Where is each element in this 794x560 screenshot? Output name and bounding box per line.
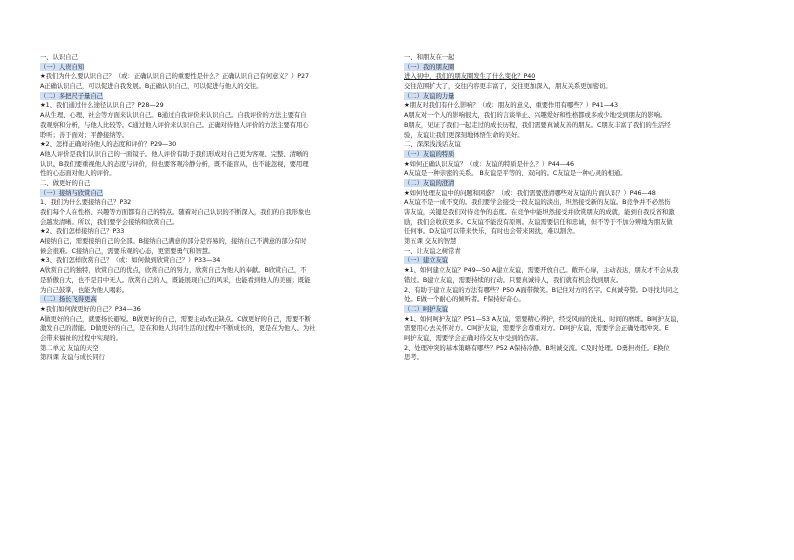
right-text-line [404, 218, 759, 228]
section-heading: （一）接纳与欣赏自己 [40, 188, 103, 197]
line-text: 为自己鼓掌，也能为他人喝彩。 [40, 285, 129, 294]
left-text-line [40, 72, 386, 82]
line-text: 二、做更好的自己 [40, 178, 91, 187]
line-text: 二、深深浅浅话友谊 [404, 140, 461, 149]
line-text: 我观察和分析，与他人比较等。C通过他人评价来认识自己。正确对待他人评价的方法主要有用心 [40, 120, 309, 129]
right-text-line [404, 198, 759, 208]
line-text: ★我们如何做更好的自己？P34—36 [40, 304, 141, 313]
left-text-line [40, 101, 386, 111]
line-text: 害友谊，关键是我们对待竞争的态度。在竞争中能坦然接受并欣赏朋友的成就，能到自我反省和激 [404, 208, 675, 216]
line-text: ★3、我们怎样欣赏自己？（或：如何做到欣赏自己？）P33—34 [40, 256, 221, 265]
right-text-line [404, 286, 759, 296]
right-text-line [404, 237, 759, 247]
right-text-line [404, 101, 759, 111]
line-text: ★1、我们通过什么途径认识自己？P28—29 [40, 101, 164, 110]
left-text-line [40, 247, 386, 257]
right-text-line [404, 266, 759, 276]
line-text: 励，我们会收获更多。C友谊不能没有原则。友谊需要信任和忠诚，但不等于不加分辨地为朋友做 [404, 217, 673, 226]
section-heading: （一）友谊的特质 [404, 149, 455, 158]
line-text: 一、让友谊之树常青 [404, 246, 461, 255]
right-text-line [404, 169, 759, 179]
left-text-line [40, 160, 386, 170]
section-heading: （一）人贵自知 [40, 62, 85, 71]
right-text-line [404, 92, 759, 102]
line-text: 2、处理冲突的基本策略有哪些？P52 A保持冷静。B坦诚交流。C及时处理。D勇担责任。E换位 [404, 343, 670, 352]
left-text-line [40, 227, 386, 237]
line-text: 验，友谊让我们更深刻地体悟生命的美好。 [404, 130, 524, 139]
right-text-line [404, 131, 759, 141]
left-text-line [40, 63, 386, 73]
line-text: B朋友，见证了我们一起走过的成长历程，我们需要真诚友善的朋友。C朋友丰富了我们的生活经 [404, 120, 671, 129]
line-text: ★我们为什么要认识自己？（或：正确认识自己的重要性是什么？正确认识自己有何意义？）P27 [40, 72, 309, 81]
left-text-line [40, 111, 386, 121]
line-text: 思考。 [404, 353, 423, 362]
line-text: ★朋友对我们有什么影响？（或：朋友的意义、重要作用有哪些？）P41—43 [404, 101, 618, 110]
line-text: 第四课 友谊与成长同行 [40, 353, 105, 362]
left-text-line [40, 82, 386, 92]
line-text: 激发自己的潜能。D做更好的自己，是在和他人共同生活的过程中不断成长的，更是在为他人、为社 [40, 324, 316, 333]
line-text: 进入初中，我们的朋友圈发生了什么变化？P40 [404, 72, 536, 81]
left-text-line [40, 131, 386, 141]
line-text: 一、和朋友在一起 [404, 53, 455, 61]
left-text-line [40, 344, 386, 354]
right-text-line [404, 247, 759, 257]
left-text-line [40, 334, 386, 344]
right-text-line [404, 344, 759, 354]
line-text: A朋友对一个人的影响很大，我们的言谈举止、兴趣爱好和性格都或多或少地受到朋友的影响。 [404, 111, 667, 120]
right-text-line [404, 353, 759, 363]
right-text-line [404, 208, 759, 218]
left-text-line [40, 353, 386, 363]
line-text: 呵护友谊，需要学会正确对待交友中受到的伤害。 [404, 333, 543, 342]
line-text: ★2、我们怎样接纳自己？P33 [40, 227, 125, 236]
left-text-line [40, 121, 386, 131]
right-text-line [404, 121, 759, 131]
right-text-line [404, 111, 759, 121]
left-text-line [40, 218, 386, 228]
right-text-line [404, 256, 759, 266]
line-text: A接纳自己，需要接纳自己的全部。B接纳自己满意的部分是容易的，接纳自己不满意的部分有时 [40, 237, 307, 246]
left-text-line [40, 150, 386, 160]
left-text-line [40, 208, 386, 218]
left-text-line [40, 286, 386, 296]
line-text: ★1、如何呵护友谊？P51—53 A友谊，需要精心养护，经受风雨的洗礼、时间的磨练。B呵护友谊， [404, 314, 683, 323]
left-text-line [40, 179, 386, 189]
line-text: 会带来福祉的过程中实现的。 [40, 333, 122, 342]
left-text-line [40, 92, 386, 102]
section-heading: （二）多把尺子量自己 [40, 91, 103, 100]
line-text: 我们每个人在性格、兴趣等方面都有自己的特点。随着对自己认识的不断深入，我们的自我形象也 [40, 208, 311, 216]
left-text-line [40, 189, 386, 199]
right-text-line [404, 324, 759, 334]
left-text-line [40, 324, 386, 334]
left-text-line [40, 295, 386, 305]
left-text-line [40, 276, 386, 286]
line-text: 性的心态面对他人的评价。 [40, 169, 116, 178]
section-heading: （二）友谊的力量 [404, 91, 455, 100]
line-text: A做更好的自己，就要扬长避短。B做更好的自己，需要主动改正缺点。C做更好的自己，需要不断 [40, 314, 311, 323]
line-text: ★2、怎样正确对待他人的态度和评价？P29—30 [40, 140, 177, 149]
right-text-line [404, 150, 759, 160]
line-text: A从生理、心理、社会等方面来认识自己。B通过自我评价来认识自己。自我评价的方法主要有自 [40, 111, 307, 120]
left-text-line [40, 237, 386, 247]
line-text: A欣赏自己的独特，欣赏自己的优点，欣赏自己的努力，欣赏自己为他人的奉献。B欣赏自己，不 [40, 266, 307, 275]
line-text: 是骄傲自大，也不是目中无人。欣赏自己的人，既能展现自己的风采，也能看到他人的美丽；既能 [40, 275, 311, 284]
line-text: A友谊是一种亲密的关系。 B友谊是平等的、双向的。C友谊是一种心灵的相通。 [404, 169, 627, 178]
right-text-line [404, 63, 759, 73]
left-text-line [40, 198, 386, 208]
right-text-line [404, 227, 759, 237]
right-text-line [404, 305, 759, 315]
left-text-line [40, 315, 386, 325]
right-text-line [404, 315, 759, 325]
line-text: 1、我们为什么要接纳自己？P32 [40, 198, 132, 207]
line-text: 认识。B我们要重视他人的态度与评价，但也要客观冷静分析，既不能盲从，也不能忽视，要用理 [40, 159, 309, 168]
right-text-line [404, 295, 759, 305]
line-text: 候会很难。C接纳自己，需要乐观的心态，更需要勇气和智慧。 [40, 246, 215, 255]
line-text: 交往范围扩大了，交往内容更丰富了，交往更加深入，朋友关系更加密切。 [404, 82, 612, 91]
line-text: 第二单元 友谊的天空 [40, 343, 99, 352]
left-text-line [40, 305, 386, 315]
right-column [404, 53, 759, 363]
right-text-line [404, 72, 759, 82]
right-text-line [404, 160, 759, 170]
right-text-line [404, 189, 759, 199]
line-text: 会越发清晰。所以，我们要学会接纳和欣赏自己。 [40, 217, 179, 226]
line-text: ★如何正确认识友谊？（或：友谊的特质是什么？）P44—46 [404, 159, 574, 168]
section-heading: （二）呵护友谊 [404, 304, 449, 313]
line-text: ★1、如何建立友谊？P49—50 A建立友谊，需要开放自己。敞开心扉，主动表达，朋友才不会从我 [404, 266, 679, 275]
line-text: 聆听；善于面对；平静接纳等。 [40, 130, 129, 139]
left-column [40, 53, 386, 363]
section-heading: （一）建立友谊 [404, 256, 449, 265]
right-text-line [404, 276, 759, 286]
line-text: A正确认识自己，可以促进自我发展。B正确认识自己，可以促进与他人的交往。 [40, 82, 263, 91]
right-text-line [404, 82, 759, 92]
line-text: A他人评价是我们认识自己的一面镜子。他人评价有助于我们形成对自己更为客观、完整、清晰的 [40, 149, 309, 158]
line-text: A友谊不是一成不变的。我们要学会接受一段友谊的淡出，坦然接受新的友谊。B竞争并不必然伤 [404, 198, 671, 207]
left-text-line [40, 266, 386, 276]
line-text: 任何事。D友谊可以带来快乐，有时也会带来困扰，难以割舍。 [404, 227, 579, 236]
line-text: 2、有助于建立友谊的方法有哪些？P50 A面带微笑。B记住对方的名字。C真诚夸赞。D寻找共同之 [404, 285, 679, 294]
line-text: 需要用心去关怀对方。C呵护友谊，需要学会尊重对方。D呵护友谊，需要学会正确处理冲突。E [404, 324, 669, 333]
left-text-line [40, 140, 386, 150]
line-text: 处。E做一个耐心的倾听者。F保持好奇心。 [404, 295, 525, 304]
left-text-line [40, 256, 386, 266]
right-text-line [404, 334, 759, 344]
right-text-line [404, 140, 759, 150]
section-heading: （一）我的朋友圈 [404, 62, 455, 71]
line-text: 第五课 交友的智慧 [404, 237, 457, 246]
right-text-line [404, 53, 759, 63]
left-text-line [40, 53, 386, 63]
line-text: ★如何处理友谊中的问题和困惑？（或：我们需要澄清哪些对友谊的片面认识？）P46—48 [404, 188, 656, 197]
line-text: 错过。B建立友谊，需要持续的行动。只要真诚待人，我们就有机会找到朋友。 [404, 275, 623, 284]
line-text: 一、认识自己 [40, 53, 78, 61]
left-text-line [40, 169, 386, 179]
section-heading: （二）友谊的澄清 [404, 178, 455, 187]
section-heading: （二）扬长飞得更高 [40, 295, 97, 304]
right-text-line [404, 179, 759, 189]
